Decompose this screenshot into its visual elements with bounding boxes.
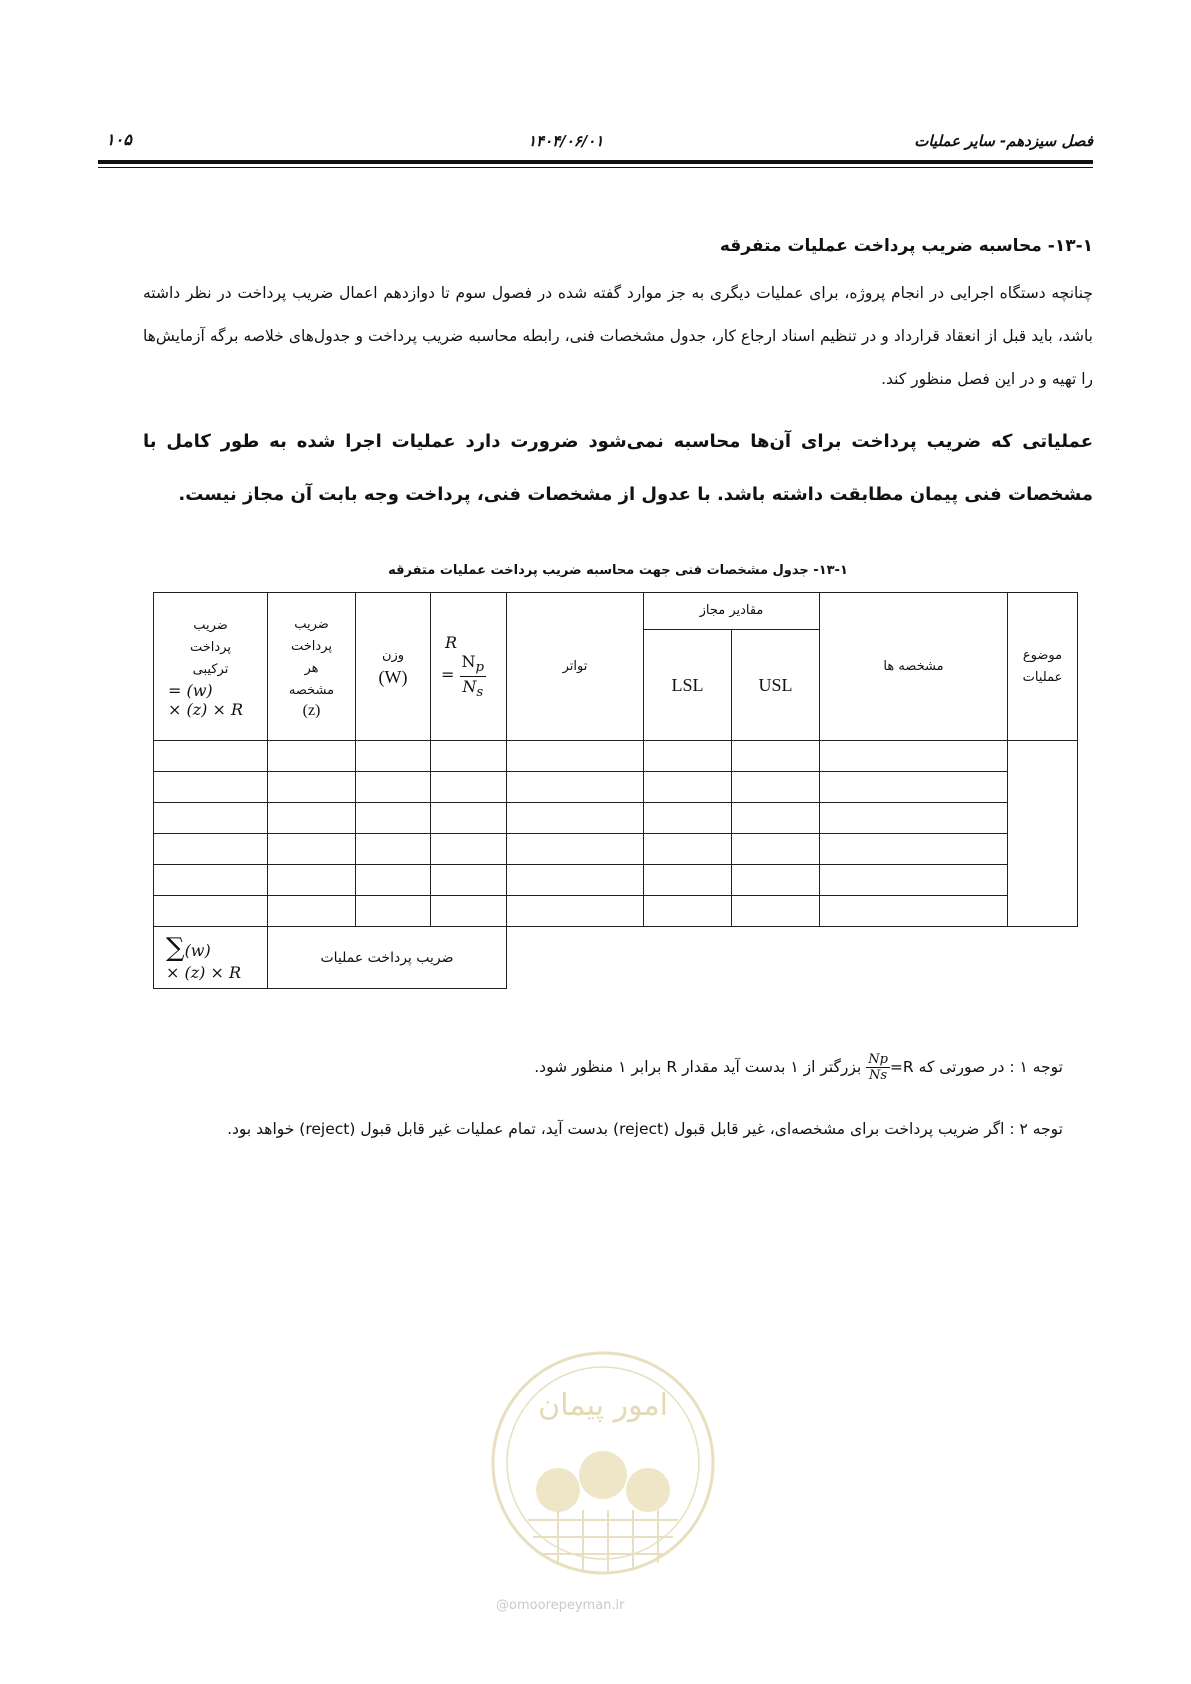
watermark-seal-icon [488,1345,718,1595]
table-cell [507,896,644,927]
note1-fraction [866,1052,890,1083]
combined-formula1: = (w) [168,680,213,700]
header-combined-coefficient [154,593,268,741]
table-cell [356,865,431,896]
table-row [154,865,1078,896]
header-weight [356,593,431,741]
table-cell [644,865,732,896]
table-cell [507,834,644,865]
watermark-logo [488,1345,718,1595]
table-cell [507,865,644,896]
table-cell [644,803,732,834]
table-cell [154,865,268,896]
table-footer-row [154,927,1078,989]
table-cell [356,834,431,865]
table-cell [154,896,268,927]
table-cell [356,803,431,834]
sum-formula-cell [154,927,268,989]
note1-prefix: توجه ۱ : در صورتی که R= [889,1058,1063,1076]
table-cell [268,741,356,772]
r-den-sub: s [476,684,484,700]
intro-paragraph: چنانچه دستگاه اجرایی در انجام پروژه، برای عملیات دیگری به جز موارد گفته شده در فصول سوم تا دوازدهم اعمال ضریب پرداخت در نظر داشته باشد، باید قبل از انعقاد قرارداد و در تنظیم اسناد ارجاع کار، جدول مشخصات فنی، رابطه محاسبه ضریب پرداخت و جدول‌های خلاصه برگه آزمایش‌ها را تهیه و در این فصل منظور کند. [143,284,1093,388]
table-cell [356,896,431,927]
watermark-logo-text: امور پیمان [538,1388,668,1423]
subject-line2: عملیات [1022,669,1063,685]
sum-symbol: ∑ [166,933,185,963]
table-row [154,834,1078,865]
operation-coefficient-label: ضریب پرداخت عملیات [268,927,507,989]
spec-table [153,592,1078,989]
table-cell [732,772,820,803]
note-2: توجه ۲ : اگر ضریب پرداخت برای مشخصه‌ای، غیر قابل قبول (reject) بدست آید، تمام عملیات غیر قابل قبول (reject) خواهد بود. [227,1120,1063,1138]
table-cell [644,896,732,927]
r-num-sub: p [475,660,485,676]
note1-frac-den: Ns [869,1068,888,1083]
table-cell [644,741,732,772]
header-subject [1008,593,1078,741]
table-cell [268,772,356,803]
table-cell [431,865,507,896]
per-spec-line2: پرداخت [291,638,332,654]
table-cell [507,741,644,772]
header-specifications: مشخصه ها [820,593,1008,741]
table-cell [154,803,268,834]
page-header [98,128,1093,154]
table-cell [268,896,356,927]
header-rule-thick [98,160,1093,164]
header-allowed-values: مقادیر مجاز [644,593,820,630]
table-cell [820,741,1008,772]
header-frequency: تواتر [507,593,644,741]
per-spec-line1: ضریب [294,616,329,632]
subject-line1: موضوع [1022,647,1063,663]
table-cell [732,865,820,896]
table-caption: ۱۳-۱- جدول مشخصات فنی جهت محاسبه ضریب پرداخت عملیات متفرقه [388,563,848,578]
table-cell [431,896,507,927]
table-cell [431,741,507,772]
header-lsl: LSL [644,630,732,741]
note1-frac-num: Np [868,1052,888,1067]
header-date: ۱۴۰۴/۰۶/۰۱ [528,132,604,150]
r-equals: = [441,665,455,685]
watermark-url: @omoorepeyman.ir [496,1598,625,1613]
sum-line2: × (z) × R [166,963,242,982]
table-cell [820,896,1008,927]
table-cell [732,896,820,927]
table-row [154,896,1078,927]
footer-empty-space [507,927,1078,989]
r-symbol: R [445,633,458,653]
table-cell [268,803,356,834]
note-1 [143,1052,1063,1083]
table-cell [732,741,820,772]
r-fraction [460,652,487,699]
per-spec-line4: مشخصه [288,682,335,698]
r-num: N [461,652,476,672]
combined-formula2: × (z) × R [168,699,244,719]
table-cell [732,834,820,865]
table-cell [154,772,268,803]
table-cell [268,834,356,865]
table-cell [154,834,268,865]
table-row [154,803,1078,834]
table-row [154,741,1078,772]
header-usl: USL [732,630,820,741]
table-cell [356,741,431,772]
table-row [154,772,1078,803]
table-cell [431,803,507,834]
subject-merged-cell [1008,741,1078,927]
bold-paragraph: عملیاتی که ضریب پرداخت برای آن‌ها محاسبه نمی‌شود ضرورت دارد عملیات اجرا شده به طور کامل با مشخصات فنی پیمان مطابقت داشته باشد. با عدول از مشخصات فنی، پرداخت وجه بابت آن مجاز نیست. [143,431,1093,505]
weight-symbol: (W) [378,667,408,687]
sum-line1: (w) [184,941,211,960]
table-cell [356,772,431,803]
note1-suffix: بزرگتر از ۱ بدست آید مقدار R برابر ۱ منظور شود. [534,1058,867,1076]
header-r-formula [431,593,507,741]
table-cell [820,865,1008,896]
table-cell [507,803,644,834]
table-cell [820,834,1008,865]
combined-line3: ترکیبی [192,661,229,677]
header-per-spec-coefficient [268,593,356,741]
combined-line2: پرداخت [190,639,231,655]
per-spec-line3: هر [304,660,319,676]
combined-line1: ضریب [193,617,228,633]
weight-label: وزن [381,648,405,663]
table-cell [820,772,1008,803]
chapter-title: فصل سیزدهم- سایر عملیات [914,132,1093,150]
r-den: N [462,676,477,696]
table-cell [431,772,507,803]
page-number: ۱۰۵ [106,130,132,149]
table-cell [732,803,820,834]
table-cell [820,803,1008,834]
table-cell [507,772,644,803]
per-spec-symbol: (z) [302,701,321,719]
section-heading: ۱۳-۱- محاسبه ضریب پرداخت عملیات متفرقه [719,236,1093,256]
table-cell [644,772,732,803]
table-cell [431,834,507,865]
table-cell [268,865,356,896]
table-cell [154,741,268,772]
table-cell [644,834,732,865]
header-rule-thin [98,167,1093,168]
